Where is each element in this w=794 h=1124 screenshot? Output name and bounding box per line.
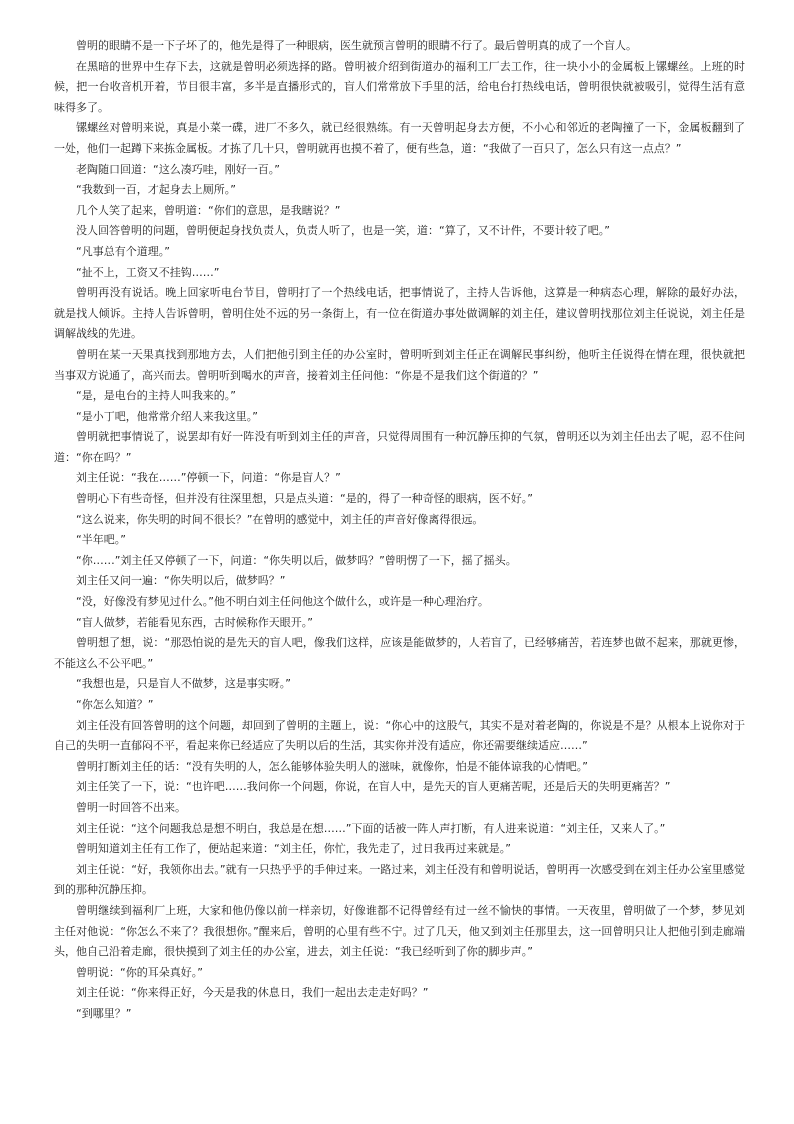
- paragraph: 刘主任说：“这个问题我总是想不明白，我总是在想……”下面的话被一阵人声打断，有人进来说道：“刘主任，又来人了。”: [76, 821, 666, 835]
- paragraph: “我想也是，只是盲人不做梦，这是事实呀。”: [76, 677, 291, 691]
- paragraph: “半年吧。”: [76, 533, 126, 547]
- paragraph: 曾明一时回答不出来。: [76, 800, 186, 814]
- paragraph: 刘主任笑了一下，说：“也许吧……我问你一个问题，你说，在盲人中，是先天的盲人更痛苦呢，还是后天的失明更痛苦？”: [76, 780, 671, 794]
- paragraph: 老陶随口回道：“这么凑巧哇，刚好一百。”: [76, 162, 280, 176]
- paragraph: 没人回答曾明的问题，曾明便起身找负责人，负责人听了，也是一笑，道：“算了，又不计件，不要计较了吧。”: [76, 224, 610, 238]
- paragraph: 曾明再没有说话。晚上回家听电台节目，曾明打了一个热线电话，把事情说了，主持人告诉他，这算是一种病态心理，解除的最好办法，就是找人倾诉。主持人告诉曾明，曾明住处不远的另一条街上，有一位在街道办事处做调解的刘主任，建议曾明找那位刘主任说说，刘主任是调解战线的先进。: [54, 286, 745, 341]
- paragraph: “是，是电台的主持人叫我来的。”: [76, 389, 236, 403]
- paragraph: 几个人笑了起来，曾明道：“你们的意思，是我瞎说？”: [76, 203, 341, 217]
- paragraph: 曾明在某一天果真找到那地方去，人们把他引到主任的办公室时，曾明听到刘主任正在调解民事纠纷，他听主任说得在情在理，很快就把当事双方说通了，高兴而去。曾明听到喝水的声音，接着刘主任问他：“你是不是我们这个街道的？”: [54, 347, 745, 382]
- paragraph: “凡事总有个道理。”: [76, 244, 170, 258]
- paragraph: “你怎么知道？”: [76, 698, 154, 711]
- paragraph: “没，好像没有梦见过什么。”他不明白刘主任问他这个做什么，或许是一种心理治疗。: [76, 595, 489, 609]
- paragraph: 曾明心下有些奇怪，但并没有往深里想，只是点头道：“是的，得了一种奇怪的眼病，医不好。”: [76, 492, 533, 506]
- paragraph: 曾明继续到福利厂上班，大家和他仍像以前一样亲切，好像谁都不记得曾经有过一丝不愉快的事情。一天夜里，曾明做了一个梦，梦见刘主任对他说：“你怎么不来了？我很想你。”醒来后，曾明的心里有些不宁。过了几天，他又到刘主任那里去，这一回曾明只让人把他引到走廊端头，他自己沿着走廊，很快摸到了刘主任的办公室，进去，刘主任说：“我已经听到了你的脚步声。”: [54, 903, 745, 959]
- paragraph: “这么说来，你失明的时间不很长？”在曾明的感觉中，刘主任的声音好像离得很远。: [76, 512, 484, 526]
- document-page: [54, 36, 745, 1025]
- paragraph: 在黑暗的世界中生存下去，这就是曾明必须选择的路。曾明被介绍到街道办的福利工厂去工作，往一块小小的金属板上镙螺丝。上班的时候，把一台收音机开着，节目很丰富，多半是直播形式的，盲人们常常放下手里的活，给电台打热线电话，曾明很快就被吸引，觉得生活有意味得多了。: [54, 59, 745, 114]
- paragraph: 曾明知道刘主任有工作了，便站起来道：“刘主任，你忙，我先走了，过日我再过来就是。”: [76, 842, 511, 856]
- paragraph: 刘主任说：“我在……”停顿一下，问道：“你是盲人？”: [76, 471, 341, 485]
- paragraph: 刘主任说：“你来得正好，今天是我的休息日，我们一起出去走走好吗？”: [76, 986, 429, 1000]
- paragraph: “到哪里？”: [76, 1006, 132, 1020]
- paragraph: “扯不上，工资又不挂钩……”: [76, 265, 220, 279]
- paragraph: 曾明打断刘主任的话：“没有失明的人，怎么能够体验失明人的滋味，就像你，怕是不能体谅我的心情吧。”: [76, 759, 588, 773]
- paragraph: 刘主任没有回答曾明的这个问题，却回到了曾明的主题上，说：“你心中的这股气，其实不是对着老陶的，你说是不是？从根本上说你对于自己的失明一直郁闷不平，看起来你已经适应了失明以后的生活，其实你并没有适应，你还需要继续适应……”: [54, 718, 745, 753]
- paragraph: 刘主任说：“好，我领你出去。”就有一只热乎乎的手伸过来。一路过来，刘主任没有和曾明说话，曾明再一次感受到在刘主任办公室里感觉到的那种沉静压抑。: [54, 862, 745, 897]
- paragraph: 曾明的眼睛不是一下子坏了的，他先是得了一种眼病，医生就预言曾明的眼睛不行了。最后曾明真的成了一个盲人。: [76, 39, 637, 52]
- paragraph: “是小丁吧，他常常介绍人来我这里。”: [76, 409, 258, 423]
- paragraph: “我数到一百，才起身去上厕所。”: [76, 183, 236, 197]
- paragraph: 曾明说：“你的耳朵真好。”: [76, 965, 203, 979]
- paragraph: 镙螺丝对曾明来说，真是小菜一碟，进厂不多久，就已经很熟练。有一天曾明起身去方便，不小心和邻近的老陶撞了一下，金属板翻到了一处，他们一起蹲下来拣金属板。才拣了几十只，曾明就再也摸不着了，便有些急，道：“我做了一百只了，怎么只有这一点点？”: [54, 121, 745, 155]
- paragraph: “盲人做梦，若能看见东西，古时候称作天眼开。”: [76, 615, 313, 629]
- paragraph: 刘主任又问一遍：“你失明以后，做梦吗？”: [76, 574, 286, 588]
- paragraph: 曾明想了想，说：“那恐怕说的是先天的盲人吧，像我们这样，应该是能做梦的，人若盲了，已经够痛苦，若连梦也做不起来，那就更惨，不能这么不公平吧。”: [54, 636, 745, 670]
- paragraph: “你……”刘主任又停顿了一下，问道：“你失明以后，做梦吗？”曾明愣了一下，摇了摇头。: [76, 553, 517, 567]
- paragraph: 曾明就把事情说了，说罢却有好一阵没有听到刘主任的声音，只觉得周围有一种沉静压抑的气氛，曾明还以为刘主任出去了呢，忍不住问道：“你在吗？”: [54, 430, 745, 464]
